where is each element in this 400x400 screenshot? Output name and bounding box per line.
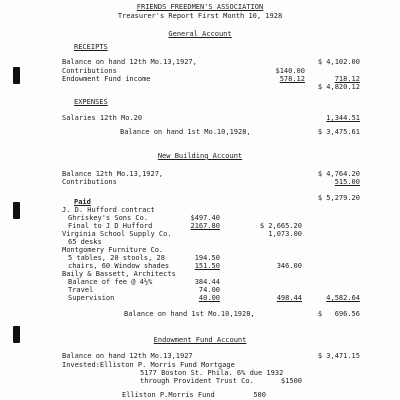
building-balance-amount: $ 4,764.20 bbox=[317, 170, 360, 178]
endowment-balance-label: Balance on hand 12th Mo.13,1927 bbox=[62, 352, 193, 360]
general-contributions-label: Contributions bbox=[62, 67, 117, 75]
building-contributions-amount: 515.00 bbox=[334, 178, 360, 186]
invested-line-2: 5177 Boston St. Phila. 6% due 1932 bbox=[140, 369, 284, 377]
paid-line-amount: $497.40 bbox=[190, 214, 220, 222]
endowment-balance-amount: $ 3,471.15 bbox=[317, 352, 360, 360]
invested-amount: $1500 bbox=[280, 377, 302, 385]
paid-line-subtotal: 1,073.00 bbox=[268, 230, 302, 238]
invested-line-3: through Provident Trust Co. bbox=[140, 377, 254, 385]
morris-fund-label: Elliston P.Morris Fund bbox=[122, 391, 215, 399]
salaries-amount: 1,344.51 bbox=[326, 114, 360, 122]
paid-line-label: Travel bbox=[68, 286, 94, 294]
general-balance-label: Balance on hand 12th Mo.13,1927, bbox=[62, 58, 197, 66]
paid-line-amount: 151.50 bbox=[194, 262, 220, 270]
endowment-income-amount: 578.12 bbox=[279, 75, 305, 83]
receipts-heading: RECEIPTS bbox=[74, 43, 108, 51]
paid-line-label: Ghriskey's Sons Co. bbox=[68, 214, 149, 222]
paid-line-amount: 194.50 bbox=[194, 254, 220, 262]
paid-line-label: Balance of fee @ 4½% bbox=[68, 278, 153, 286]
paid-line-subtotal: 498.44 bbox=[276, 294, 302, 302]
building-balance-label: Balance 12th Mo.13,1927, bbox=[62, 170, 164, 178]
paid-line-label: Montgomery Furniture Co. bbox=[62, 246, 164, 254]
paid-line-label: chairs, 60 Window shades bbox=[68, 262, 170, 270]
paid-line-label: Final to J D Hufford bbox=[68, 222, 153, 230]
paid-heading: Paid bbox=[74, 198, 91, 206]
paid-line-subtotal: $ 2,665.20 bbox=[259, 222, 302, 230]
report-subtitle: Treasurer's Report First Month 10, 1928 bbox=[117, 12, 283, 20]
paid-line-label: 65 desks bbox=[68, 238, 102, 246]
endowment-account-title: Endowment Fund Account bbox=[153, 336, 247, 344]
expenses-heading: EXPENSES bbox=[74, 98, 108, 106]
paid-line-label: J. D. Hufford contract bbox=[62, 206, 155, 214]
invested-label: Invested:Elliston P. Morris Fund Mortgage bbox=[62, 361, 235, 369]
paid-line-amount: 2167.80 bbox=[190, 222, 220, 230]
paid-total: 4,582.64 bbox=[326, 294, 360, 302]
endowment-income-label: Endowment Fund income bbox=[62, 75, 151, 83]
building-closing-label: Balance on hand 1st Mo.10,1928, bbox=[124, 310, 255, 318]
paid-line-label: Supervision bbox=[68, 294, 115, 302]
paid-line-amount: 74.00 bbox=[198, 286, 220, 294]
building-closing-amount: $ 696.56 bbox=[317, 310, 360, 318]
receipts-total: $ 4,820.12 bbox=[317, 83, 360, 91]
general-closing-label: Balance on hand 1st Mo.10,1928, bbox=[120, 128, 251, 136]
salaries-label: Salaries 12th Mo.20 bbox=[62, 114, 143, 122]
building-contributions-label: Contributions bbox=[62, 178, 117, 186]
paid-line-amount: 384.44 bbox=[194, 278, 220, 286]
paid-line-amount: 40.00 bbox=[198, 294, 220, 302]
paid-line-label: Baily & Bassett, Architects bbox=[62, 270, 176, 278]
building-total: $ 5,279.20 bbox=[317, 194, 360, 202]
morris-fund-amount: 500 bbox=[253, 391, 266, 399]
general-closing-amount: $ 3,475.61 bbox=[317, 128, 360, 136]
general-contributions-amount: $140.00 bbox=[275, 67, 305, 75]
org-title: FRIENDS FREEDMEN'S ASSOCIATION bbox=[136, 3, 264, 11]
binder-hole-middle bbox=[13, 202, 20, 219]
binder-hole-top bbox=[13, 67, 20, 84]
building-account-title: New Building Account bbox=[157, 152, 243, 160]
paid-line-label: 5 tables, 20 stools, 28 bbox=[68, 254, 165, 262]
general-balance-amount: $ 4,102.00 bbox=[317, 58, 360, 66]
general-account-title: General Account bbox=[168, 30, 232, 38]
endowment-income-subtotal: 718.12 bbox=[334, 75, 360, 83]
paid-line-label: Virginia School Supply Co. bbox=[62, 230, 172, 238]
paid-line-subtotal: 346.00 bbox=[276, 262, 302, 270]
